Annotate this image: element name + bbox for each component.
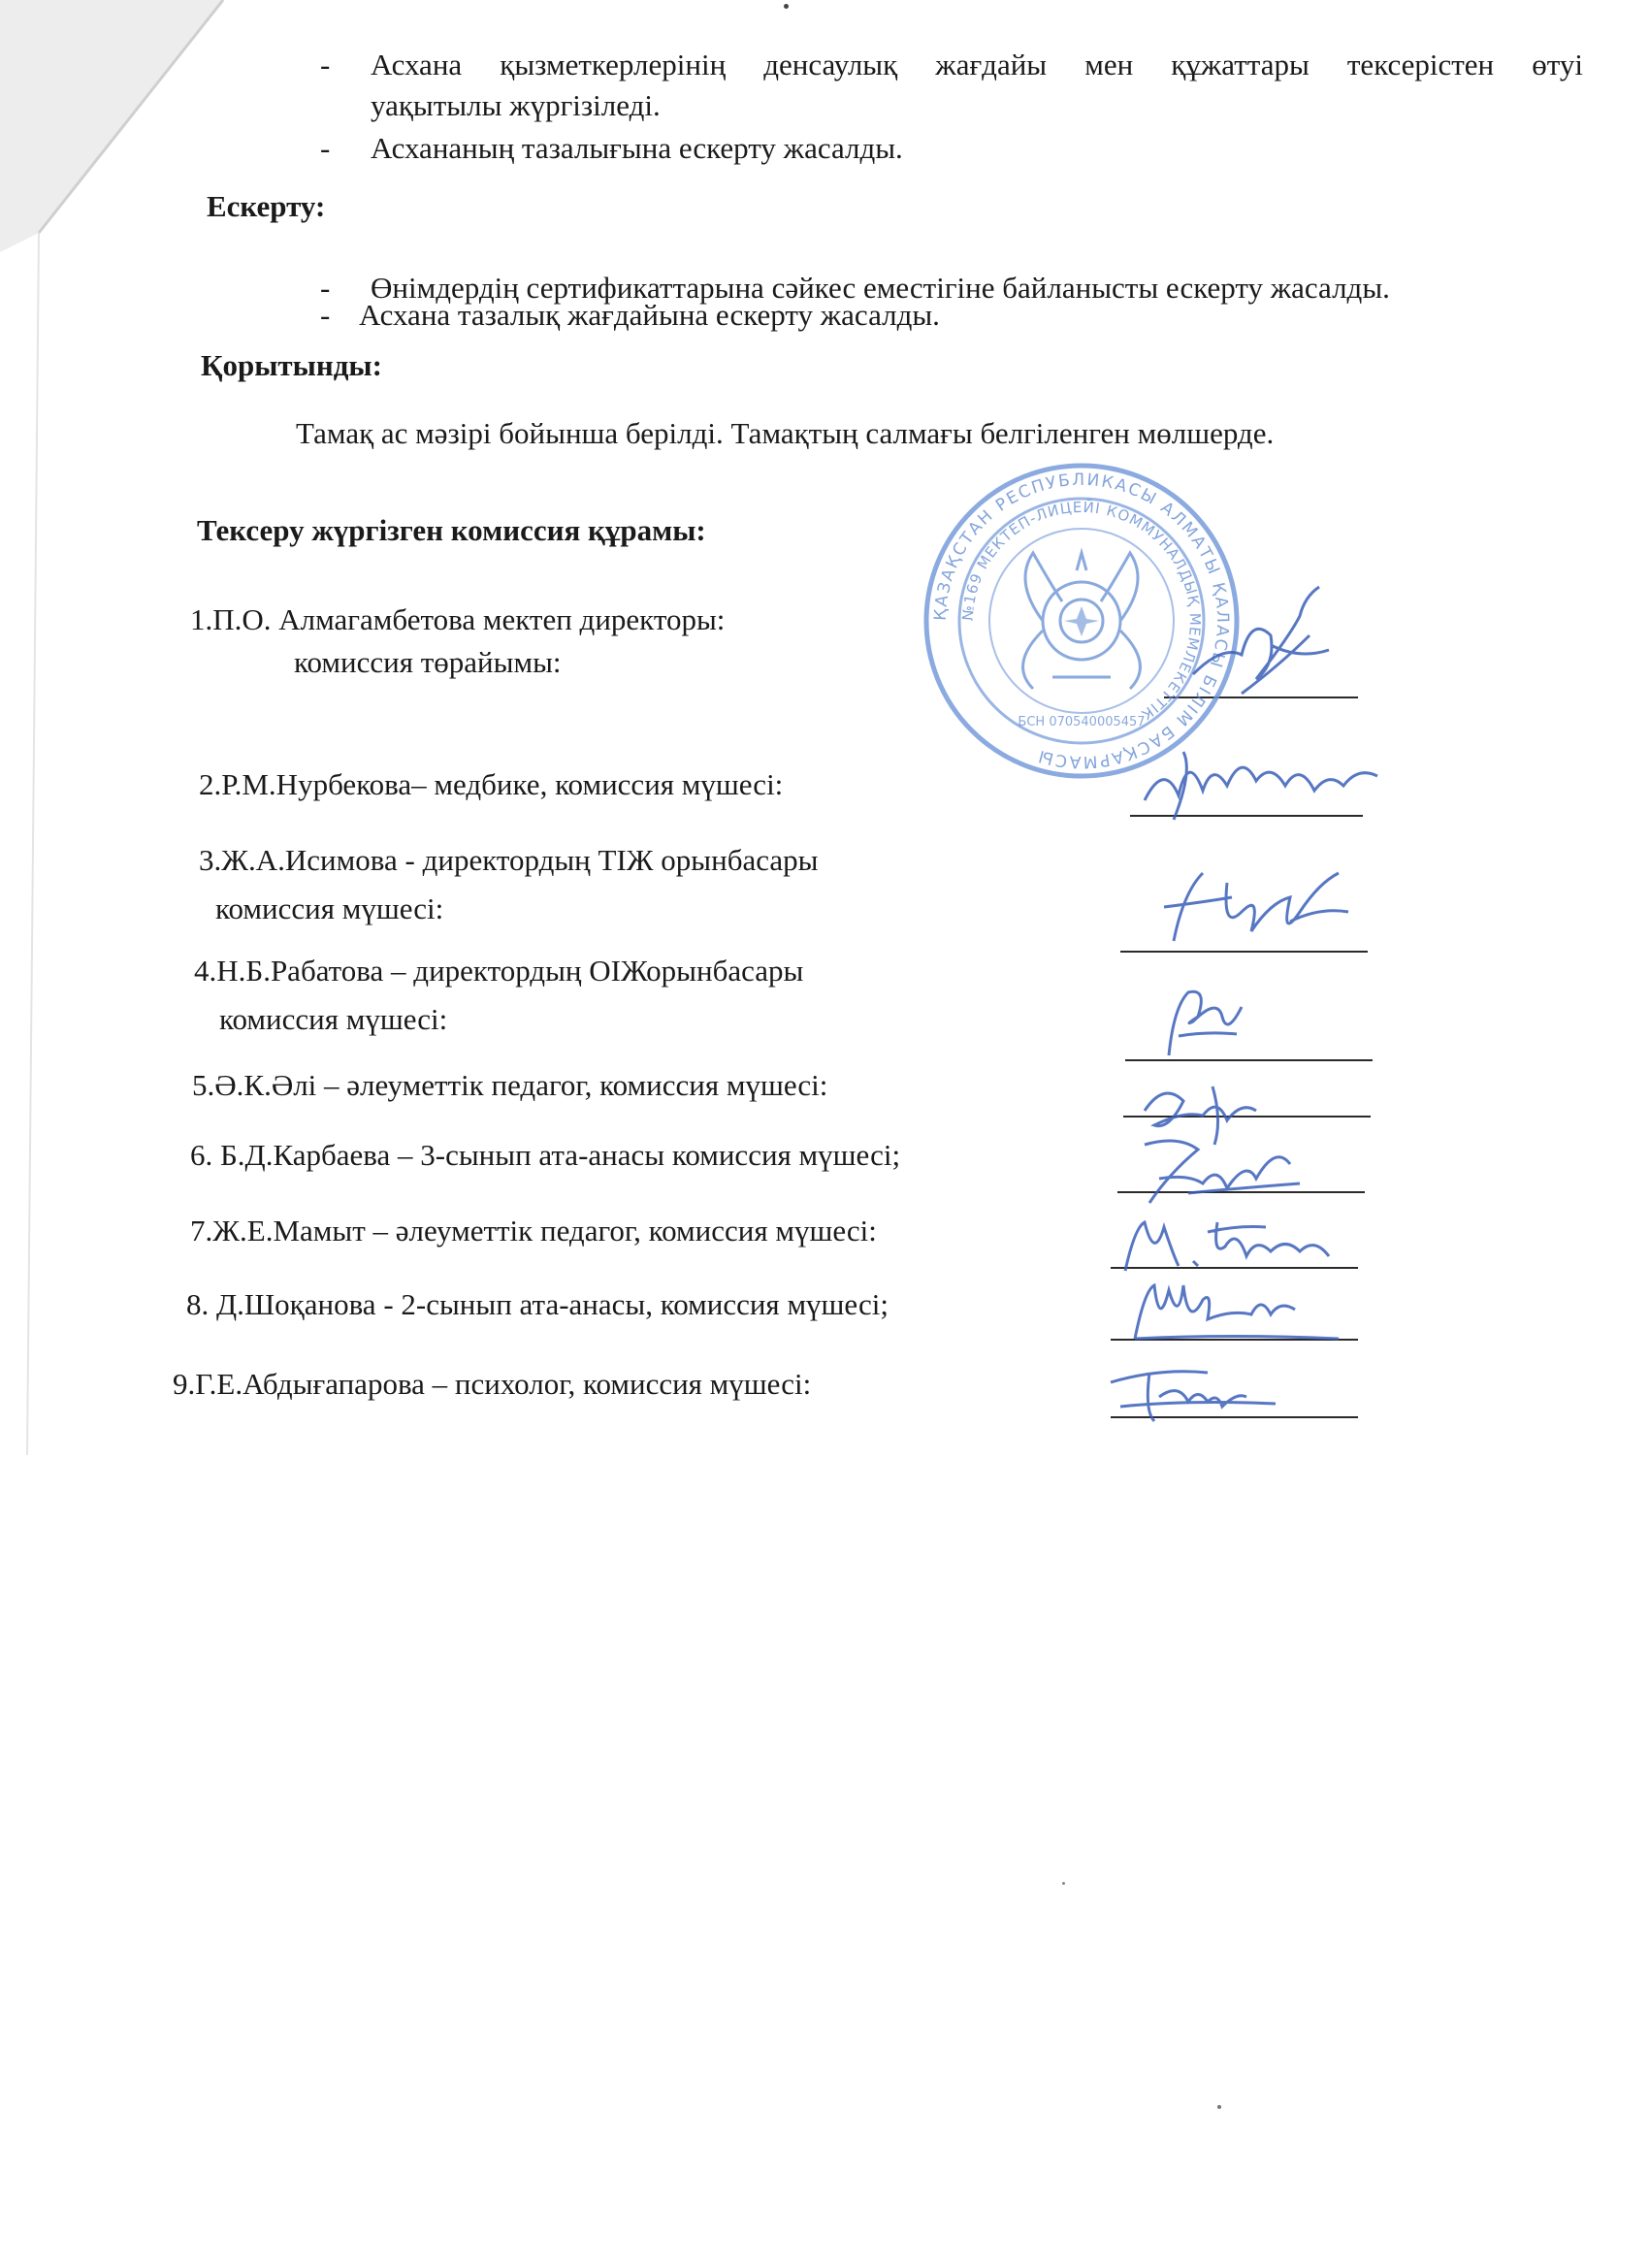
scan-speck xyxy=(1062,1882,1065,1885)
signature-1-icon xyxy=(1183,577,1348,718)
list-top-item-1: Асхана қызметкерлерінің денсаулық жағдайы мен құжаттары тексерістен өтуі xyxy=(371,48,1583,81)
member-4-line1: 4.Н.Б.Рабатова – директордың ОІЖорынбасары xyxy=(194,954,804,988)
signature-8-icon xyxy=(1116,1271,1358,1353)
member-2-line1: 2.Р.М.Нурбекова– медбике, комиссия мүшесі: xyxy=(199,767,784,801)
member-3-line1: 3.Ж.А.Исимова - директордың ТІЖ орынбасары xyxy=(199,843,819,877)
conclusion-text: Тамақ ас мәзірі бойынша берілді. Тамақтың салмағы белгіленген мөлшерде. xyxy=(296,416,1275,450)
bullet-dash: - xyxy=(320,131,331,165)
svg-text:БСН 070540005457: БСН 070540005457 xyxy=(1018,715,1146,729)
warning-heading: Ескерту: xyxy=(207,189,326,223)
member-1-line1: 1.П.О. Алмагамбетова мектеп директоры: xyxy=(190,602,726,636)
member-6-line1: 6. Б.Д.Карбаева – 3-сынып ата-анасы комиссия мүшесі; xyxy=(190,1138,901,1172)
signature-4-icon xyxy=(1149,978,1256,1070)
list-top-item-2: Асхананың тазалығына ескерту жасалды. xyxy=(371,131,903,165)
member-4-line2: комиссия мүшесі: xyxy=(219,1002,448,1036)
scan-speck xyxy=(784,4,789,9)
bullet-dash: - xyxy=(320,271,331,305)
list-top-item-1-cont: уақытылы жүргізіледі. xyxy=(371,88,661,122)
commission-heading: Тексеру жүргізген комиссия құрамы: xyxy=(197,513,706,547)
member-3-line2: комиссия мүшесі: xyxy=(215,891,444,925)
member-8-line1: 8. Д.Шоқанова - 2-сынып ата-анасы, комиссия мүшесі; xyxy=(186,1287,889,1321)
conclusion-heading: Қорытынды: xyxy=(201,348,382,382)
signature-2-icon xyxy=(1135,732,1387,834)
bullet-dash: - xyxy=(320,298,331,332)
signature-9-icon xyxy=(1101,1353,1295,1436)
signature-3-icon xyxy=(1145,854,1368,956)
signature-6-icon xyxy=(1130,1125,1314,1217)
svg-text:ҚАЗАҚСТАН РЕСПУБЛИКАСЫ АЛМАТЫ: ҚАЗАҚСТАН РЕСПУБЛИКАСЫ АЛМАТЫ ҚАЛАСЫ БІЛІМ БАСҚАРМАСЫ xyxy=(930,470,1233,772)
member-1-line2: комиссия төрайымы: xyxy=(294,645,562,679)
svg-text:№169 МЕКТЕП-ЛИЦЕЙІ КОММУНАЛДЫҚ: №169 МЕКТЕП-ЛИЦЕЙІ КОММУНАЛДЫҚ МЕМЛЕКЕТТІК xyxy=(958,498,1205,725)
member-7-line1: 7.Ж.Е.Мамыт – әлеуметтік педагог, комиссия мүшесі: xyxy=(190,1214,877,1247)
bullet-dash: - xyxy=(320,48,331,81)
member-5-line1: 5.Ә.К.Әлі – әлеуметтік педагог, комиссия мүшесі: xyxy=(192,1068,828,1102)
member-9-line1: 9.Г.Е.Абдығапарова – психолог, комиссия мүшесі: xyxy=(173,1367,812,1401)
warning-item-2: Асхана тазалық жағдайына ескерту жасалды. xyxy=(359,298,940,332)
warning-item-1: Өнімдердің сертификаттарына сәйкес еместігіне байланысты ескерту жасалды. xyxy=(371,271,1390,305)
scan-speck xyxy=(1217,2105,1221,2109)
